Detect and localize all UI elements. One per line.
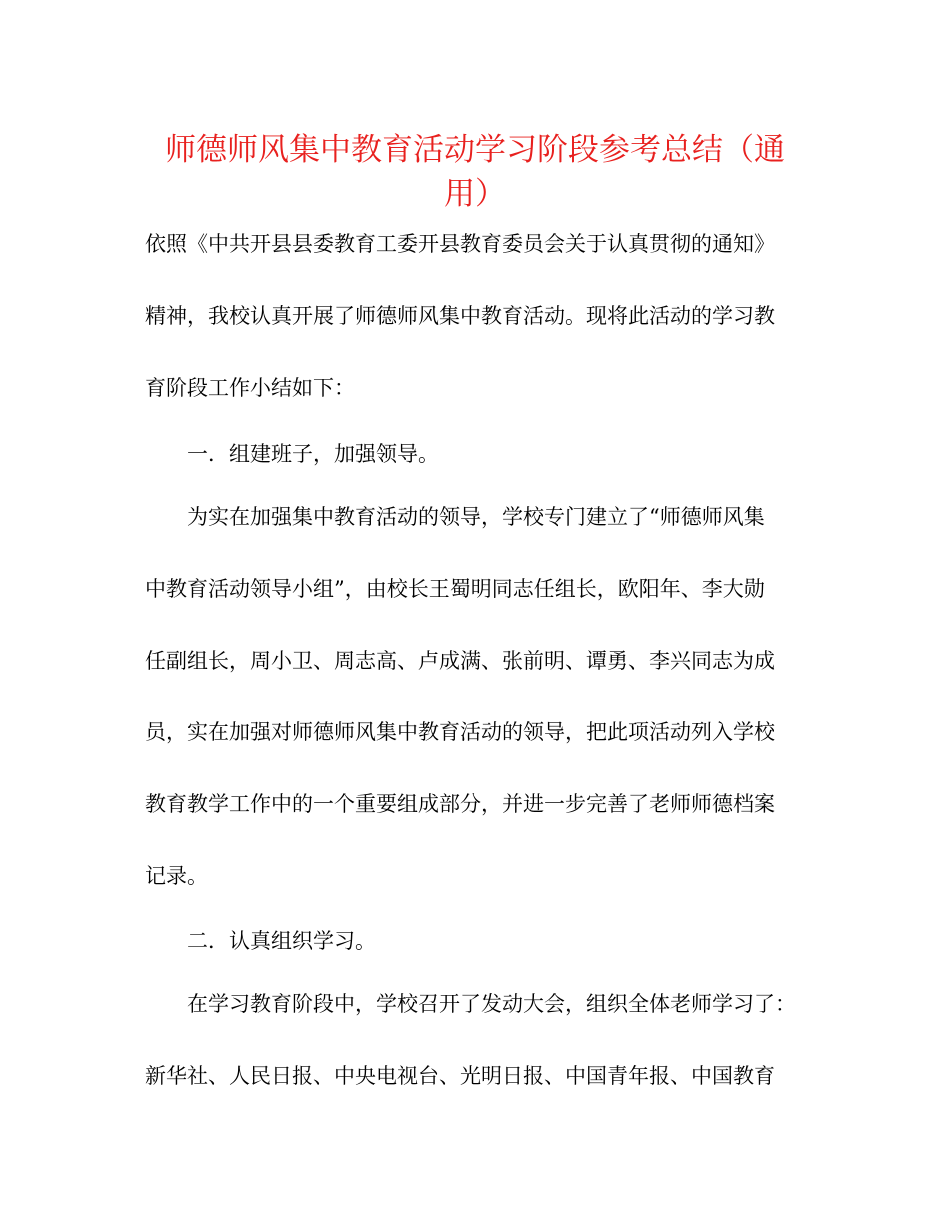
paragraph-line: 依照《中共开县县委教育工委开县教育委员会关于认真贯彻的通知》 bbox=[145, 232, 775, 256]
paragraph-line: 在学习教育阶段中，学校召开了发动大会，组织全体老师学习了： bbox=[187, 992, 796, 1016]
paragraph-line: 任副组长，周小卫、周志高、卢成满、张前明、谭勇、李兴同志为成 bbox=[145, 649, 775, 673]
paragraph-line: 精神，我校认真开展了师德师风集中教育活动。现将此活动的学习教 bbox=[145, 304, 775, 328]
document-title-line-1: 师德师风集中教育活动学习阶段参考总结（通 bbox=[165, 132, 785, 168]
paragraph-line: 记录。 bbox=[145, 864, 208, 888]
paragraph-line: 为实在加强集中教育活动的领导，学校专门建立了“师德师风集 bbox=[187, 505, 765, 529]
section-heading: 一．组建班子，加强领导。 bbox=[187, 442, 439, 466]
paragraph-line: 新华社、人民日报、中央电视台、光明日报、中国青年报、中国教育 bbox=[145, 1064, 775, 1088]
paragraph-line: 员，实在加强对师德师风集中教育活动的领导，把此项活动列入学校 bbox=[145, 720, 775, 744]
paragraph-line: 教育教学工作中的一个重要组成部分，并进一步完善了老师师德档案 bbox=[145, 792, 775, 816]
paragraph-line: 中教育活动领导小组”，由校长王蜀明同志任组长，欧阳年、李大勋 bbox=[145, 577, 765, 601]
section-heading: 二．认真组织学习。 bbox=[187, 929, 376, 953]
document-title-line-2: 用） bbox=[444, 176, 506, 212]
paragraph-line: 育阶段工作小结如下： bbox=[145, 376, 355, 400]
